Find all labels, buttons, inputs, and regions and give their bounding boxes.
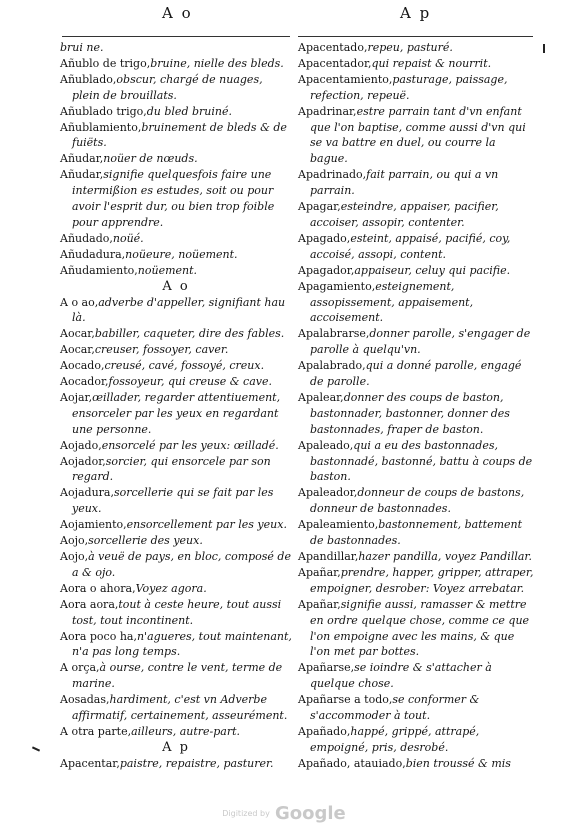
entry-headword: Apalabrado, (298, 359, 366, 373)
dictionary-entry (60, 231, 292, 247)
entry-definition: qui repaist & nourrit. (371, 56, 492, 70)
dictionary-entry (60, 40, 292, 56)
dictionary-entry (60, 104, 292, 120)
entry-definition: Voyez agora. (135, 581, 207, 595)
entry-headword: Apandillar, (298, 550, 359, 563)
entry-definition: qui a donné parolle, engagé de parolle. (310, 359, 522, 389)
entry-headword: Añudar, (60, 152, 104, 166)
entry-definition: se conformer & s'accommoder à tout. (310, 693, 480, 723)
entry-definition: obscur, chargé de nuages, plein de brouillats. (72, 72, 263, 102)
entry-headword: Aojo, (60, 534, 89, 548)
entry-definition: esteindre, appaiser, pacifier, accoiser, assopir, contenter. (310, 200, 499, 229)
dictionary-entry (298, 167, 536, 199)
entry-headword: Apagamiento, (298, 279, 376, 293)
entry-headword: Aocar, (60, 327, 95, 341)
entry-definition: signifie aussi, ramasser & mettre en ordre quelque chose, comme ce que l'on empoigne avec les mains, & que l'on met par bottes. (310, 597, 530, 659)
entry-definition: bastonnement, battement de bastonnades. (310, 518, 523, 548)
entry-headword: Apadrinar, (298, 104, 357, 118)
dictionary-entry (60, 358, 292, 374)
dictionary-entry (298, 438, 536, 486)
entry-definition: donner parolle, s'engager de parolle à quelqu'vn. (310, 327, 531, 357)
dictionary-entry (60, 295, 292, 327)
entry-headword: Añublado trigo, (60, 104, 147, 118)
dictionary-entry (298, 56, 536, 72)
entry-definition: esteint, appaisé, pacifié, coy, accoisé, assopi, content. (310, 231, 511, 261)
dictionary-entry (298, 40, 536, 56)
entry-headword: Añudamiento, (60, 263, 138, 277)
entry-headword: Apañar, (298, 565, 341, 579)
dictionary-entry (298, 660, 536, 692)
left-running-head: A o (162, 4, 193, 22)
dictionary-entry (298, 104, 536, 168)
header-rule-right (298, 36, 533, 37)
dictionary-entry (298, 597, 536, 661)
entry-headword: Aocado, (60, 359, 105, 373)
entry-definition: creuser, fossoyer, caver. (94, 343, 229, 357)
entry-headword: Apañarse, (298, 661, 355, 675)
entry-headword: Apañarse a todo, (298, 693, 393, 707)
entry-definition: prendre, happer, gripper, attraper, empoigner, desrober: Voyez arrebatar. (310, 565, 534, 595)
dictionary-entry (60, 390, 292, 438)
entry-headword: Aojado, (60, 438, 102, 452)
entry-definition: adverbe d'appeller, signifiant hau là. (72, 295, 286, 325)
entry-definition: sorcellerie des yeux. (88, 534, 203, 548)
entry-definition: paistre, repaistre, pasturer. (119, 756, 274, 770)
entry-definition: creusé, cavé, fossoyé, creux. (104, 359, 265, 373)
entry-headword: Añublo de trigo, (60, 56, 151, 70)
dictionary-entry (60, 374, 292, 390)
entry-headword: Añudadura, (60, 247, 126, 261)
entry-headword: Aora aora, (60, 597, 119, 611)
dictionary-entry (60, 533, 292, 549)
entry-headword: A otra parte, (60, 724, 132, 738)
dictionary-entry (298, 549, 536, 565)
dictionary-entry (298, 390, 536, 438)
dictionary-entry (298, 72, 536, 104)
entry-headword: Aojador, (60, 454, 106, 468)
entry-definition: signifie quelquesfois faire une intermißion es estudes, soit ou pour avoir l'esprit dur, ou bien trop foible pour apprendre. (72, 168, 275, 229)
entry-headword: Aora o ahora, (60, 581, 136, 595)
entry-definition: sorcier, qui ensorcele par son regard. (72, 454, 271, 484)
entry-headword: A o ao, (60, 295, 99, 309)
entry-headword: Apaleamiento, (298, 518, 379, 532)
entry-definition: ailleurs, autre-part. (131, 724, 241, 738)
section-heading: A o (162, 278, 190, 294)
dictionary-entry (298, 692, 536, 724)
dictionary-entry (60, 167, 292, 231)
entry-definition: happé, grippé, attrapé, empoigné, pris, desrobé. (310, 724, 480, 754)
dictionary-entry (60, 342, 292, 358)
dictionary-entry (60, 660, 292, 692)
dictionary-entry (298, 199, 536, 231)
entry-definition: esteignement, assopissement, appaisement, accoisement. (310, 279, 474, 325)
entry-headword: Aojadura, (60, 486, 114, 500)
entry-headword: Añudar, (60, 168, 104, 182)
entry-definition: sorcellerie qui se fait par les yeux. (72, 486, 274, 516)
entry-headword: Aora poco ha, (60, 629, 137, 643)
dictionary-entry (298, 724, 536, 756)
digitized-label: Digitized by (222, 809, 270, 818)
entry-headword: Apacentado, (298, 41, 368, 54)
entry-definition: se ioindre & s'attacher à quelque chose. (310, 661, 492, 691)
entry-definition: repeu, pasturé. (367, 41, 453, 54)
entry-headword: Añudado, (60, 231, 113, 245)
entry-headword: Apañado, atauiado, (298, 756, 406, 770)
entry-headword: Añublado, (60, 72, 117, 86)
entry-definition: noüement. (137, 263, 198, 277)
entry-headword: Apagador, (298, 263, 355, 277)
google-logo: Google (274, 803, 346, 824)
entry-definition: donneur de coups de bastons, donneur de bastonnades. (310, 486, 525, 516)
dictionary-entry (60, 438, 292, 454)
left-column (60, 40, 292, 772)
dictionary-entry (60, 485, 292, 517)
entry-headword: Aocador, (60, 375, 109, 389)
entry-headword: Apagado, (298, 231, 351, 245)
entry-definition: hazer pandilla, voyez Pandillar. (358, 550, 532, 563)
entry-definition: noüer de nœuds. (103, 152, 198, 166)
entry-headword: Aosadas, (60, 693, 110, 707)
entry-definition: à ourse, contre le vent, terme de marine. (72, 661, 283, 691)
dictionary-entry (60, 120, 292, 152)
entry-definition: qui a eu des bastonnades, bastonnadé, bastonné, battu à coups de baston. (310, 438, 533, 484)
dictionary-entry (60, 692, 292, 724)
dictionary-entry (298, 517, 536, 549)
entry-definition: estre parrain tant d'vn enfant que l'on baptise, comme aussi d'vn qui se va battre en duel, ou courre la bague. (310, 104, 526, 166)
dictionary-entry (298, 231, 536, 263)
dictionary-entry (60, 247, 292, 263)
dictionary-entry (60, 517, 292, 533)
dictionary-entry (60, 549, 292, 581)
dictionary-entry (60, 756, 292, 772)
dictionary-entry (298, 756, 536, 772)
entry-headword: Apacentar, (60, 756, 120, 770)
dictionary-entry (60, 151, 292, 167)
entry-definition: bruinement de bleds & de fuiëts. (72, 120, 287, 150)
entry-definition: tout à ceste heure, tout aussi tost, tout incontinent. (72, 597, 282, 627)
dictionary-entry (60, 581, 292, 597)
dictionary-entry (298, 263, 536, 279)
entry-definition: noüé. (112, 231, 144, 245)
dictionary-entry (60, 629, 292, 661)
entry-definition: bien troussé & mis (405, 756, 511, 770)
dictionary-entry (60, 263, 292, 279)
entry-headword: Apagar, (298, 200, 341, 214)
entry-headword: Apalear, (298, 390, 344, 404)
entry-definition: n'agueres, tout maintenant, n'a pas long temps. (72, 629, 292, 659)
entry-definition: bruine, nielle des bleds. (150, 56, 284, 70)
header-rule-left (62, 36, 290, 37)
entry-definition: fait parrain, ou qui a vn parrain. (310, 168, 499, 198)
section-heading: A p (162, 739, 190, 755)
entry-definition: œillader, regarder attentiuement, ensorceler par les yeux en regardant une personne. (72, 390, 281, 436)
entry-definition: fossoyeur, qui creuse & cave. (108, 375, 272, 389)
entry-definition: ensorcellement par les yeux. (126, 518, 287, 532)
entry-definition: babiller, caqueter, dire des fables. (94, 327, 285, 341)
entry-headword: Apañar, (298, 597, 341, 611)
entry-headword: Apacentador, (298, 56, 372, 70)
entry-definition: appaiseur, celuy qui pacifie. (354, 263, 511, 277)
dictionary-entry (60, 454, 292, 486)
dictionary-entry (298, 565, 536, 597)
entry-definition: brui ne. (60, 41, 104, 54)
entry-headword: Apaleado, (298, 438, 354, 452)
dictionary-entry (298, 485, 536, 517)
dictionary-entry (60, 72, 292, 104)
entry-headword: Apacentamiento, (298, 72, 393, 86)
dictionary-entry (60, 597, 292, 629)
ink-speck (543, 44, 545, 53)
entry-headword: Apadrinado, (298, 168, 367, 182)
entry-headword: Aojamiento, (60, 518, 127, 532)
dictionary-entry (60, 724, 292, 740)
right-column (298, 40, 536, 772)
entry-definition: du bled bruiné. (146, 104, 232, 118)
digitized-watermark (0, 803, 568, 824)
entry-headword: Añublamiento, (60, 120, 142, 134)
entry-definition: hardiment, c'est vn Adverbe affirmatif, certainement, asseurément. (72, 693, 288, 723)
entry-definition: ensorcelé par les yeux: œilladé. (101, 438, 279, 452)
dictionary-entry (60, 326, 292, 342)
dictionary-entry (60, 56, 292, 72)
entry-definition: donner des coups de baston, bastonnader, bastonner, donner des bastonnades, fraper de baston. (310, 390, 510, 436)
dictionary-entry (298, 279, 536, 327)
entry-headword: Apaleador, (298, 486, 358, 500)
entry-headword: Apañado, (298, 724, 351, 738)
entry-headword: Aojar, (60, 390, 93, 404)
ink-speck (32, 746, 40, 751)
entry-definition: noüeure, noüement. (125, 247, 238, 261)
entry-headword: Aojo, (60, 550, 89, 563)
entry-headword: Apalabrarse, (298, 327, 370, 341)
entry-definition: à veuë de pays, en bloc, composé de a & ojo. (72, 550, 291, 579)
right-running-head: A p (400, 4, 432, 22)
entry-definition: pasturage, paissage, refection, repeuë. (310, 72, 508, 102)
entry-headword: Aocar, (60, 343, 95, 357)
entry-headword: A orça, (60, 661, 100, 675)
dictionary-entry (298, 358, 536, 390)
dictionary-entry (298, 326, 536, 358)
